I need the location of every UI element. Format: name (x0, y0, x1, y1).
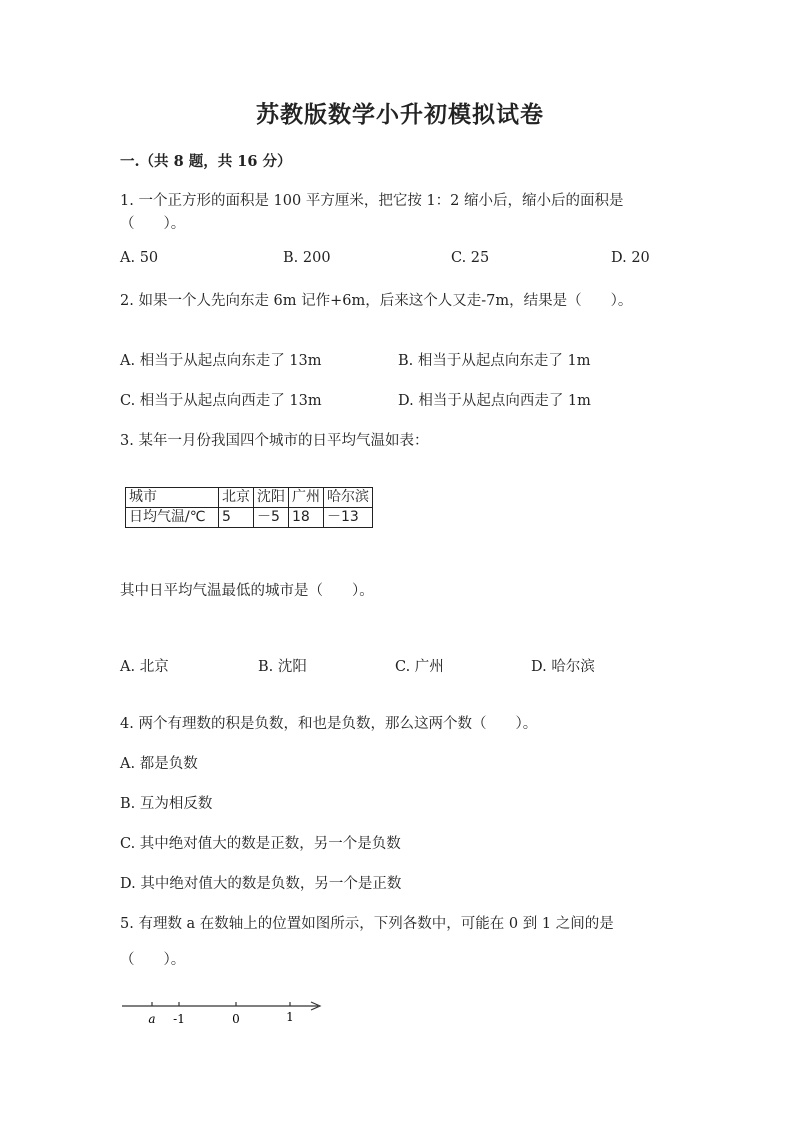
question-3-option-a: A. 北京 (120, 659, 169, 675)
table-cell: 城市 (126, 488, 219, 508)
label-a: a (148, 1012, 156, 1026)
question-4-text: 4. 两个有理数的积是负数，和也是负数，那么这两个数（ ）。 (120, 716, 538, 732)
question-3-option-d: D. 哈尔滨 (531, 659, 595, 675)
table-header-row (126, 488, 373, 508)
page-title: 苏教版数学小升初模拟试卷 (256, 101, 544, 128)
question-2-text: 2. 如果一个人先向东走 6m 记作+6m，后来这个人又走-7m，结果是（ ）。 (120, 293, 633, 309)
table-cell: 18 (289, 508, 324, 528)
table-cell: 沈阳 (254, 488, 289, 508)
temperature-table (125, 487, 373, 528)
label-0: 0 (232, 1012, 240, 1026)
table-cell: 哈尔滨 (324, 488, 373, 508)
table-cell: 北京 (219, 488, 254, 508)
question-4-option-a: A. 都是负数 (120, 756, 198, 772)
question-4-option-d: D. 其中绝对值大的数是负数，另一个是正数 (120, 876, 402, 892)
question-1-option-c: C. 25 (451, 250, 490, 266)
question-3-text: 3. 某年一月份我国四个城市的日平均气温如表： (120, 433, 429, 449)
label-neg1: -1 (173, 1012, 185, 1026)
question-2-option-b: B. 相当于从起点向东走了 1m (398, 353, 591, 369)
table-cell: －5 (254, 508, 289, 528)
label-1: 1 (286, 1010, 294, 1024)
question-5-text-cont: （ ）。 (120, 952, 186, 968)
table-row (126, 508, 373, 528)
table-cell: 广州 (289, 488, 324, 508)
question-1-option-b: B. 200 (283, 250, 331, 266)
question-3-option-b: B. 沈阳 (258, 659, 307, 675)
question-3-option-c: C. 广州 (395, 659, 444, 675)
question-4-option-b: B. 互为相反数 (120, 796, 213, 812)
table-cell: 5 (219, 508, 254, 528)
question-4-option-c: C. 其中绝对值大的数是正数，另一个是负数 (120, 836, 401, 852)
question-3-text-cont: 其中日平均气温最低的城市是（ ）。 (120, 583, 374, 599)
table-cell: 日均气温/℃ (126, 508, 219, 528)
question-1-option-d: D. 20 (611, 250, 650, 266)
number-line-figure (118, 996, 328, 1032)
table-cell: －13 (324, 508, 373, 528)
question-1-text: 1. 一个正方形的面积是 100 平方厘米，把它按 1：2 缩小后，缩小后的面积是 (120, 193, 624, 209)
question-1-text-cont: （ ）。 (120, 216, 186, 232)
section-heading: 一.（共 8 题，共 16 分） (120, 153, 292, 170)
question-2-option-d: D. 相当于从起点向西走了 1m (398, 393, 591, 409)
question-2-option-a: A. 相当于从起点向东走了 13m (120, 353, 322, 369)
question-2-option-c: C. 相当于从起点向西走了 13m (120, 393, 322, 409)
question-5-text: 5. 有理数 a 在数轴上的位置如图所示，下列各数中，可能在 0 到 1 之间的是 (120, 916, 614, 932)
question-1-option-a: A. 50 (120, 250, 159, 266)
